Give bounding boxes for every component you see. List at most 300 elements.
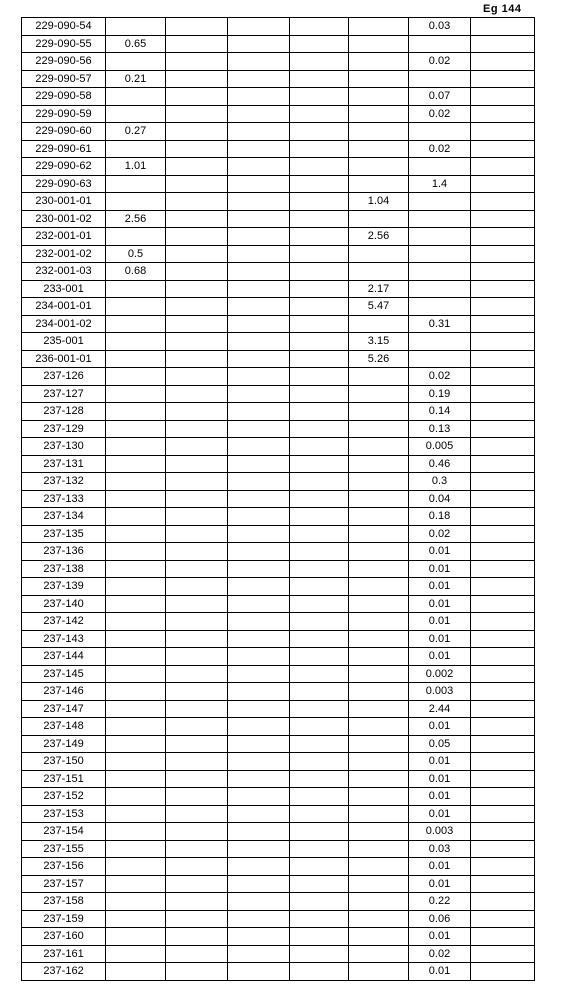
- value-cell: [290, 560, 349, 578]
- value-cell: [228, 630, 290, 648]
- table-row: [22, 140, 535, 158]
- value-cell: [290, 88, 349, 106]
- value-cell: 0.02: [409, 368, 471, 386]
- value-cell: [228, 263, 290, 281]
- table-row: [22, 840, 535, 858]
- value-cell: 0.02: [409, 140, 471, 158]
- value-cell: [290, 105, 349, 123]
- value-cell: [290, 700, 349, 718]
- value-cell: [166, 193, 228, 211]
- value-cell: [471, 35, 535, 53]
- value-cell: [106, 105, 166, 123]
- value-cell: [471, 840, 535, 858]
- value-cell: [409, 70, 471, 88]
- value-cell: [349, 613, 409, 631]
- value-cell: [471, 858, 535, 876]
- value-cell: [471, 508, 535, 526]
- value-cell: [471, 788, 535, 806]
- value-cell: [471, 648, 535, 666]
- value-cell: [471, 280, 535, 298]
- value-cell: [106, 788, 166, 806]
- sample-id-cell: 237-133: [22, 490, 106, 508]
- value-cell: [228, 770, 290, 788]
- value-cell: [471, 490, 535, 508]
- sample-id-cell: 237-156: [22, 858, 106, 876]
- value-cell: [349, 140, 409, 158]
- value-cell: 0.01: [409, 543, 471, 561]
- value-cell: [166, 560, 228, 578]
- value-cell: [228, 280, 290, 298]
- value-cell: [228, 718, 290, 736]
- value-cell: 0.01: [409, 718, 471, 736]
- value-cell: [471, 805, 535, 823]
- value-cell: [290, 438, 349, 456]
- table-row: [22, 910, 535, 928]
- value-cell: [106, 613, 166, 631]
- sample-id-cell: 237-144: [22, 648, 106, 666]
- value-cell: [166, 735, 228, 753]
- sample-id-cell: 229-090-60: [22, 123, 106, 141]
- value-cell: [106, 333, 166, 351]
- value-cell: [349, 88, 409, 106]
- value-cell: [228, 193, 290, 211]
- value-cell: 0.18: [409, 508, 471, 526]
- value-cell: 1.4: [409, 175, 471, 193]
- table-row: [22, 315, 535, 333]
- value-cell: [471, 718, 535, 736]
- value-cell: [471, 123, 535, 141]
- value-cell: [228, 525, 290, 543]
- value-cell: [106, 630, 166, 648]
- value-cell: [290, 368, 349, 386]
- value-cell: [349, 525, 409, 543]
- value-cell: 0.01: [409, 560, 471, 578]
- value-cell: [106, 385, 166, 403]
- value-cell: [106, 53, 166, 71]
- sample-id-cell: 237-148: [22, 718, 106, 736]
- sample-id-cell: 229-090-57: [22, 70, 106, 88]
- sample-id-cell: 237-135: [22, 525, 106, 543]
- sample-id-cell: 237-152: [22, 788, 106, 806]
- value-cell: [166, 280, 228, 298]
- value-cell: [471, 105, 535, 123]
- value-cell: 0.005: [409, 438, 471, 456]
- sample-id-cell: 237-129: [22, 420, 106, 438]
- value-cell: [349, 665, 409, 683]
- value-cell: [471, 945, 535, 963]
- value-cell: [471, 683, 535, 701]
- value-cell: [228, 228, 290, 246]
- sample-id-cell: 234-001-02: [22, 315, 106, 333]
- value-cell: [349, 910, 409, 928]
- sample-id-cell: 232-001-02: [22, 245, 106, 263]
- value-cell: [106, 945, 166, 963]
- value-cell: [349, 805, 409, 823]
- sample-id-cell: 237-147: [22, 700, 106, 718]
- value-cell: [166, 88, 228, 106]
- value-cell: [471, 403, 535, 421]
- value-cell: 0.02: [409, 945, 471, 963]
- value-cell: [290, 210, 349, 228]
- value-cell: [471, 298, 535, 316]
- value-cell: [290, 140, 349, 158]
- sample-id-cell: 229-090-55: [22, 35, 106, 53]
- value-cell: [106, 350, 166, 368]
- value-cell: [106, 683, 166, 701]
- value-cell: [166, 858, 228, 876]
- value-cell: [349, 963, 409, 981]
- value-cell: [349, 560, 409, 578]
- value-cell: [349, 18, 409, 36]
- value-cell: [290, 315, 349, 333]
- value-cell: [471, 455, 535, 473]
- sample-id-cell: 237-146: [22, 683, 106, 701]
- value-cell: [228, 473, 290, 491]
- sample-id-cell: 233-001: [22, 280, 106, 298]
- value-cell: 0.68: [106, 263, 166, 281]
- value-cell: [228, 613, 290, 631]
- value-cell: [228, 508, 290, 526]
- value-cell: [106, 508, 166, 526]
- value-cell: [290, 840, 349, 858]
- table-row: [22, 928, 535, 946]
- value-cell: [471, 700, 535, 718]
- value-cell: [349, 840, 409, 858]
- value-cell: [349, 700, 409, 718]
- value-cell: [349, 648, 409, 666]
- table-row: [22, 123, 535, 141]
- value-cell: [228, 648, 290, 666]
- value-cell: 0.01: [409, 578, 471, 596]
- value-cell: [106, 963, 166, 981]
- value-cell: [228, 945, 290, 963]
- value-cell: [409, 333, 471, 351]
- sample-id-cell: 237-149: [22, 735, 106, 753]
- value-cell: [166, 158, 228, 176]
- value-cell: 0.02: [409, 53, 471, 71]
- value-cell: [349, 263, 409, 281]
- value-cell: [166, 350, 228, 368]
- value-cell: [290, 613, 349, 631]
- value-cell: 0.01: [409, 595, 471, 613]
- value-cell: [228, 875, 290, 893]
- sample-id-cell: 232-001-01: [22, 228, 106, 246]
- value-cell: [228, 35, 290, 53]
- value-cell: [166, 613, 228, 631]
- value-cell: [471, 88, 535, 106]
- value-cell: [166, 770, 228, 788]
- sample-id-cell: 237-158: [22, 893, 106, 911]
- sample-id-cell: 237-132: [22, 473, 106, 491]
- value-cell: [471, 910, 535, 928]
- table-row: [22, 753, 535, 771]
- value-cell: [166, 53, 228, 71]
- value-cell: [106, 473, 166, 491]
- sample-id-cell: 237-130: [22, 438, 106, 456]
- sample-id-cell: 237-154: [22, 823, 106, 841]
- value-cell: [409, 298, 471, 316]
- value-cell: [228, 753, 290, 771]
- table-row: [22, 665, 535, 683]
- table-row: [22, 35, 535, 53]
- table-row: [22, 595, 535, 613]
- value-cell: [349, 683, 409, 701]
- value-cell: [106, 840, 166, 858]
- sample-id-cell: 237-150: [22, 753, 106, 771]
- value-cell: 0.31: [409, 315, 471, 333]
- value-cell: [349, 245, 409, 263]
- value-cell: [166, 595, 228, 613]
- value-cell: [228, 700, 290, 718]
- value-cell: [471, 245, 535, 263]
- value-cell: [349, 368, 409, 386]
- table-row: [22, 560, 535, 578]
- value-cell: [228, 665, 290, 683]
- value-cell: [166, 700, 228, 718]
- value-cell: [290, 280, 349, 298]
- value-cell: [290, 770, 349, 788]
- value-cell: [106, 718, 166, 736]
- value-cell: 0.01: [409, 770, 471, 788]
- value-cell: [471, 175, 535, 193]
- value-cell: [106, 893, 166, 911]
- table-row: [22, 70, 535, 88]
- value-cell: [228, 158, 290, 176]
- value-cell: [228, 420, 290, 438]
- value-cell: [228, 543, 290, 561]
- value-cell: [166, 805, 228, 823]
- value-cell: [228, 18, 290, 36]
- table-row: [22, 420, 535, 438]
- value-cell: [471, 770, 535, 788]
- value-cell: [290, 158, 349, 176]
- sample-id-cell: 237-157: [22, 875, 106, 893]
- value-cell: [166, 543, 228, 561]
- value-cell: [166, 508, 228, 526]
- value-cell: [471, 53, 535, 71]
- sample-id-cell: 237-126: [22, 368, 106, 386]
- value-cell: [228, 105, 290, 123]
- value-cell: [349, 403, 409, 421]
- value-cell: [471, 18, 535, 36]
- value-cell: 1.01: [106, 158, 166, 176]
- value-cell: [409, 210, 471, 228]
- value-cell: 0.01: [409, 963, 471, 981]
- table-row: [22, 490, 535, 508]
- value-cell: 1.04: [349, 193, 409, 211]
- value-cell: [166, 368, 228, 386]
- value-cell: [106, 228, 166, 246]
- sample-id-cell: 230-001-02: [22, 210, 106, 228]
- value-cell: [106, 595, 166, 613]
- value-cell: [228, 823, 290, 841]
- table-row: [22, 105, 535, 123]
- value-cell: [106, 578, 166, 596]
- value-cell: 0.14: [409, 403, 471, 421]
- table-row: [22, 630, 535, 648]
- value-cell: 0.27: [106, 123, 166, 141]
- value-cell: 0.01: [409, 753, 471, 771]
- table-row: [22, 385, 535, 403]
- value-cell: [228, 70, 290, 88]
- value-cell: [290, 508, 349, 526]
- value-cell: [471, 70, 535, 88]
- value-cell: [228, 245, 290, 263]
- page-label: Еg 144: [483, 3, 522, 15]
- value-cell: [471, 823, 535, 841]
- sample-id-cell: 232-001-03: [22, 263, 106, 281]
- table-row: [22, 53, 535, 71]
- value-cell: [166, 665, 228, 683]
- table-row: [22, 543, 535, 561]
- value-cell: [228, 210, 290, 228]
- sample-id-cell: 229-090-58: [22, 88, 106, 106]
- value-cell: [106, 315, 166, 333]
- value-cell: [471, 963, 535, 981]
- value-cell: [228, 683, 290, 701]
- value-cell: 0.03: [409, 840, 471, 858]
- value-cell: [166, 788, 228, 806]
- value-cell: [349, 315, 409, 333]
- value-cell: [349, 105, 409, 123]
- value-cell: [349, 928, 409, 946]
- table-row: [22, 858, 535, 876]
- table-row: [22, 455, 535, 473]
- value-cell: [471, 875, 535, 893]
- value-cell: [471, 333, 535, 351]
- value-cell: [349, 175, 409, 193]
- value-cell: [106, 280, 166, 298]
- value-cell: [349, 823, 409, 841]
- value-cell: [166, 893, 228, 911]
- value-cell: [349, 788, 409, 806]
- value-cell: [290, 525, 349, 543]
- sample-id-cell: 237-127: [22, 385, 106, 403]
- sample-id-cell: 237-131: [22, 455, 106, 473]
- value-cell: [349, 858, 409, 876]
- value-cell: [228, 298, 290, 316]
- table-row: [22, 648, 535, 666]
- sample-id-cell: 237-136: [22, 543, 106, 561]
- sample-id-cell: 229-090-56: [22, 53, 106, 71]
- value-cell: [349, 210, 409, 228]
- value-cell: [106, 875, 166, 893]
- value-cell: [228, 858, 290, 876]
- sample-id-cell: 237-138: [22, 560, 106, 578]
- value-cell: [471, 315, 535, 333]
- value-cell: [228, 368, 290, 386]
- value-cell: [471, 140, 535, 158]
- value-cell: [228, 315, 290, 333]
- value-cell: [166, 823, 228, 841]
- value-cell: [228, 350, 290, 368]
- value-cell: 0.65: [106, 35, 166, 53]
- value-cell: [290, 910, 349, 928]
- value-cell: [106, 648, 166, 666]
- value-cell: [228, 893, 290, 911]
- value-cell: 0.46: [409, 455, 471, 473]
- value-cell: [106, 455, 166, 473]
- value-cell: [471, 350, 535, 368]
- value-cell: 0.02: [409, 525, 471, 543]
- value-cell: 0.05: [409, 735, 471, 753]
- sample-id-cell: 236-001-01: [22, 350, 106, 368]
- value-cell: [349, 753, 409, 771]
- sample-id-cell: 237-128: [22, 403, 106, 421]
- value-cell: [290, 490, 349, 508]
- sample-id-cell: 229-090-54: [22, 18, 106, 36]
- table-row: [22, 508, 535, 526]
- value-cell: [166, 875, 228, 893]
- value-cell: [349, 385, 409, 403]
- table-row: [22, 963, 535, 981]
- value-cell: [290, 683, 349, 701]
- sample-id-cell: 229-090-59: [22, 105, 106, 123]
- value-cell: [471, 595, 535, 613]
- value-cell: [471, 525, 535, 543]
- value-cell: [166, 473, 228, 491]
- sample-id-cell: 237-160: [22, 928, 106, 946]
- value-cell: [290, 963, 349, 981]
- value-cell: [290, 823, 349, 841]
- value-cell: 2.56: [106, 210, 166, 228]
- value-cell: [106, 368, 166, 386]
- value-cell: [166, 420, 228, 438]
- value-cell: [349, 490, 409, 508]
- value-cell: [471, 420, 535, 438]
- value-cell: [349, 718, 409, 736]
- value-cell: [106, 88, 166, 106]
- value-cell: [228, 455, 290, 473]
- sample-id-cell: 237-140: [22, 595, 106, 613]
- value-cell: [106, 858, 166, 876]
- value-cell: 0.01: [409, 875, 471, 893]
- value-cell: [166, 245, 228, 263]
- value-cell: [106, 753, 166, 771]
- value-cell: [290, 543, 349, 561]
- value-cell: [471, 385, 535, 403]
- table-row: [22, 88, 535, 106]
- value-cell: 0.13: [409, 420, 471, 438]
- value-cell: 5.26: [349, 350, 409, 368]
- table-row: [22, 525, 535, 543]
- value-cell: [471, 613, 535, 631]
- value-cell: [290, 175, 349, 193]
- value-cell: [228, 140, 290, 158]
- value-cell: [349, 508, 409, 526]
- value-cell: [166, 175, 228, 193]
- sample-id-cell: 237-145: [22, 665, 106, 683]
- value-cell: [409, 350, 471, 368]
- value-cell: [228, 910, 290, 928]
- value-cell: [409, 35, 471, 53]
- value-cell: [228, 438, 290, 456]
- value-cell: [471, 158, 535, 176]
- value-cell: [349, 455, 409, 473]
- sample-id-cell: 234-001-01: [22, 298, 106, 316]
- value-cell: [290, 123, 349, 141]
- value-cell: [471, 193, 535, 211]
- value-cell: [106, 140, 166, 158]
- value-cell: [290, 70, 349, 88]
- value-cell: [106, 403, 166, 421]
- value-cell: 0.19: [409, 385, 471, 403]
- sample-id-cell: 237-153: [22, 805, 106, 823]
- value-cell: [166, 123, 228, 141]
- table-row: [22, 350, 535, 368]
- value-cell: 0.01: [409, 805, 471, 823]
- sample-id-cell: 237-159: [22, 910, 106, 928]
